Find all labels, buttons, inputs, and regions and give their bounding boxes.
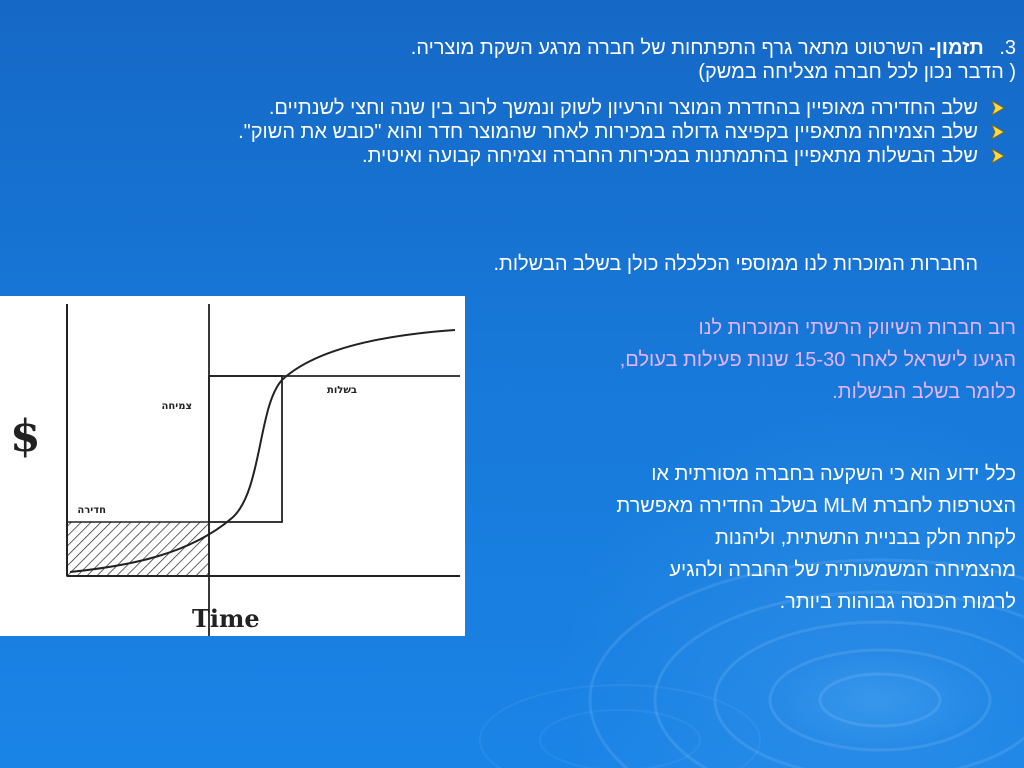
closing-line: הצטרפות לחברת MLM בשלב החדירה מאפשרת: [616, 495, 1016, 517]
arrow-bullet-icon: [988, 98, 1008, 118]
closing-paragraph: [456, 458, 1016, 618]
summary-line: החברות המוכרות לנו ממוספי הכלכלה כולן בשלב הבשלות.: [493, 253, 978, 275]
stage-label-penetration: חדירה: [77, 505, 106, 516]
x-axis-label: Time: [192, 604, 260, 633]
closing-line: כלל ידוע הוא כי השקעה בחברה מסורתית או: [651, 463, 1016, 485]
stage-label-maturity: בשלות: [327, 385, 357, 396]
intro-subtext: ( הדבר נכון לכל חברה מצליחה במשק): [698, 61, 1016, 83]
life-cycle-diagram: [0, 296, 465, 636]
arrow-bullet-icon: [988, 122, 1008, 142]
bullet-item-maturity: [16, 144, 1016, 168]
highlight-line: רוב חברות השיווק הרשתי המוכרות לנו: [698, 317, 1016, 339]
intro-first-line: [16, 36, 1016, 60]
bullet-text: שלב החדירה מאופיין בהחדרת המוצר והרעיון לשוק ונמשך לרוב בין שנה וחצי לשנתיים.: [268, 97, 978, 119]
y-axis-label: $: [10, 411, 41, 462]
life-cycle-svg: [0, 296, 465, 636]
closing-line: מהצמיחה המשמעותית של החברה ולהגיע: [669, 559, 1016, 581]
bullet-item-growth: [16, 120, 1016, 144]
bullet-text: שלב הצמיחה מתאפיין בקפיצה גדולה במכירות לאחר שהמוצר חדר והוא "כובש את השוק".: [238, 121, 978, 143]
intro-paragraph: [16, 36, 1016, 84]
highlight-paragraph: [456, 312, 1016, 408]
stage-label-growth: צמיחה: [161, 401, 192, 412]
closing-line: לרמות הכנסה גבוהות ביותר.: [779, 591, 1016, 613]
intro-text: השרטוט מתאר גרף התפתחות של חברה מרגע השקת מוצריה.: [410, 37, 924, 59]
highlight-line: הגיעו לישראל לאחר 15-30 שנות פעילות בעולם,: [619, 349, 1016, 371]
closing-line: לקחת חלק בבניית התשתית, וליהנות: [714, 527, 1016, 549]
item-number: 3.: [999, 37, 1016, 59]
intro-title: תזמון-: [929, 37, 984, 59]
stage-bullet-list: [16, 96, 1016, 168]
highlight-line: כלומר בשלב הבשלות.: [832, 381, 1016, 403]
arrow-bullet-icon: [988, 146, 1008, 166]
bullet-text: שלב הבשלות מתאפיין בהתמתנות במכירות החברה וצמיחה קבועה ואיטית.: [362, 145, 978, 167]
penetration-area: [67, 522, 209, 576]
bullet-item-penetration: [16, 96, 1016, 120]
